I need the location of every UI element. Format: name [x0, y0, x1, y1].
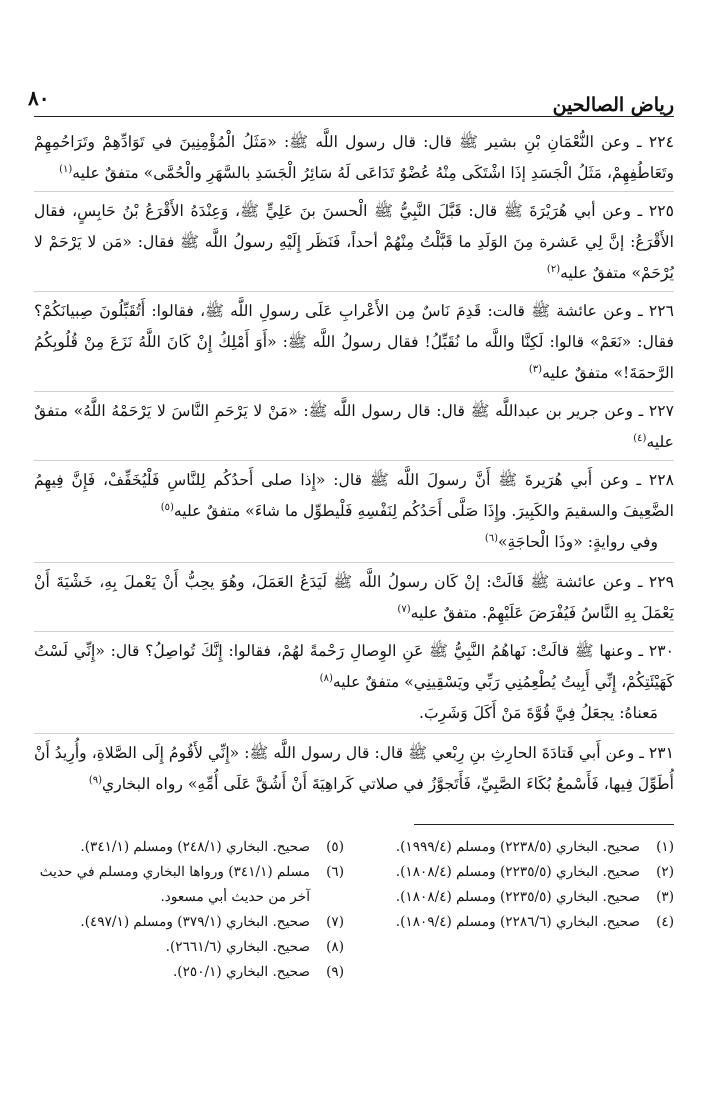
- footnote-ref: (٣): [528, 363, 543, 375]
- footnote-item: [364, 860, 674, 885]
- footnote-number: (١): [656, 839, 674, 855]
- footnote-text: صحيح. البخاري (٢٥٠/١).: [172, 964, 310, 980]
- hadith-paragraph: [34, 396, 674, 458]
- footnote-ref: (٧): [397, 603, 411, 615]
- footnote-ref: (٦): [484, 532, 498, 544]
- hadith-text: ٢٣٠ ـ وعنها ﷺ قالَتْ: نَهاهُمُ النَّبِيُّ ﷺ عَنِ الوِصالِ رَحْمةً لهُمْ، فقالوا: إِنَّكَ تُواصِلُ؟ قال: «إِنِّي لَسْتُ كَهَيْئَتِكُمْ، إِنِّي أَبِيتُ يُطْعِمُنِي رَبِّي ويَسْقِينِي» متفقٌ عليه: [34, 642, 674, 691]
- hadith-block: [34, 296, 674, 392]
- footnote-ref: (١): [59, 163, 73, 175]
- hadith-note: [34, 527, 674, 558]
- footnote-item: [364, 885, 674, 910]
- page-header: [28, 86, 674, 117]
- hadith-block: [34, 127, 674, 192]
- footnote-ref: (٥): [160, 501, 174, 513]
- hadith-block: [34, 567, 674, 632]
- hadith-text: ٢٢٩ ـ وعن عائشة ﷺ قَالَتْ: إنْ كَان رسولُ اللَّه ﷺ لَيَدَعُ العَمَلَ، وهُوَ يحِبُّ أَنْ يَعْملَ بِهِ، خَشْيَةَ أَنْ يَعْمَلَ بِهِ النَّاسُ فَيُفْرَضَ عَلَيْهِمْ. متفقٌ عليه: [34, 573, 674, 622]
- hadith-text: ٢٢٧ ـ وعن جرير بن عبداللَّه ﷺ قال: قال رسول اللَّه ﷺ: «مَنْ لا يَرْحَمِ النَّاسَ لا يَرْحَمْهُ اللَّهُ» متفقٌ عليه: [34, 402, 674, 451]
- note-text: وفي روايةٍ: «وذَا الْحاجَةِ»: [498, 533, 658, 551]
- page-number: ٨٠: [28, 86, 50, 110]
- hadith-text: ٢٢٨ ـ وعن أَبي هُرَيرةَ ﷺ أَنَّ رسولَ اللَّه ﷺ قال: «إِذا صلى أَحدُكُم لِلنَّاسِ فَلْيُخَفِّفْ، فَإِنَّ فِيهِمُ الضَّعِيفَ والسقيمَ والكَبِيرَ. وإِذَا صَلَّى أَحَدُكُم لِنَفْسِهِ فَلْيطوِّل ما شاءَ» متفقٌ عليه: [34, 471, 674, 520]
- footnote-number: (٢): [656, 864, 674, 880]
- footnote-ref: (٤): [633, 432, 647, 444]
- footnote-item: [34, 935, 344, 960]
- hadith-text: ٢٣١ ـ وعن أَبي قَتادَةَ الحارِثِ بنِ رِبْعي ﷺ قال: قال رسول اللَّه ﷺ: «إِنِّي لأَقُومُ إِلَى الصَّلاةِ، وأُرِيدُ أَنْ أُطَوِّلَ فِيها، فَأَسْمعُ بُكَاءَ الصَّبِيِّ، فَأَتَجوَّزُ في صلاتي كَراهِيَةَ أَنْ أَشُقَّ عَلَى أُمِّهِ» رواه البخاري: [34, 744, 674, 793]
- footnotes: [34, 835, 674, 985]
- footnote-text: صحيح. البخاري (٣٧٩/١) ومسلم (٤٩٧/١).: [80, 914, 310, 930]
- footnote-number: (٦): [326, 864, 344, 880]
- hadith-block: [34, 465, 674, 563]
- footnotes-right-column: [364, 835, 674, 985]
- hadith-text: ٢٢٤ ـ وعن النُّعْمَانِ بْنِ بشير ﷺ قال: قال رسول اللَّه ﷺ: «مَثَلُ الْمُؤْمِنِينَ في تَوَادِّهِمْ وتَرَاحُمِهِمْ وتَعَاطُفِهِمْ، مَثَلُ الْجَسَدِ إذَا اشْتَكَى مِنْهُ عُضْوٌ تَدَاعَى لَهُ سَائِرُ الْجَسَدِ بالسَّهَرِ والْحُمَّى» متفقٌ عليه: [34, 133, 674, 182]
- footnote-number: (٥): [326, 839, 344, 855]
- footnote-item: [34, 960, 344, 985]
- hadith-paragraph: [34, 127, 674, 189]
- hadith-text: ٢٢٥ ـ وعن أبي هُرَيْرَةَ ﷺ قال: قَبَّلَ النَّبِيُّ ﷺ الْحسنَ بنَ عَلِيٍّ ﷺ، وَعِنْدَهُ الأَقْرَعُ بْنُ حَابِسٍ، فقال الأَقْرَعُ: إنَّ لِي عَشرة مِنَ الوَلَدِ ما قَبَّلْتُ مِنْهُمْ أحداً، فَنَظَر إِلَيْهِ رسولُ اللَّه ﷺ فقال: «مَن لا يَرْحَمْ لا يُرْحَمْ» متفقٌ عليه: [34, 202, 674, 282]
- footnote-item: [34, 835, 344, 860]
- footnote-text: صحيح. البخاري (٢٢٨٦/٦) ومسلم (١٨٠٩/٤).: [395, 914, 640, 930]
- footnote-item: [34, 910, 344, 935]
- footnote-number: (٣): [656, 889, 674, 905]
- footnotes-left-column: [34, 835, 344, 985]
- footnote-separator: [414, 824, 674, 825]
- footnote-text: صحيح. البخاري (٢٢٣٥/٥) ومسلم (١٨٠٨/٤).: [395, 889, 640, 905]
- footnote-item: [34, 860, 344, 910]
- footnote-ref: (٢): [546, 263, 561, 275]
- hadith-block: [34, 396, 674, 461]
- footnote-item: [364, 910, 674, 935]
- hadith-paragraph: [34, 465, 674, 527]
- hadith-paragraph: [34, 196, 674, 289]
- footnote-number: (٨): [326, 939, 344, 955]
- footnote-item: [364, 835, 674, 860]
- book-page: [28, 86, 674, 985]
- footnote-text: صحيح. البخاري (٢٦٦١/٦).: [165, 939, 310, 955]
- footnote-ref: (٩): [88, 774, 103, 786]
- footnote-text: صحيح. البخاري (٢٤٨/١) ومسلم (٣٤١/١).: [80, 839, 310, 855]
- hadith-block: [34, 196, 674, 292]
- hadith-block: [34, 636, 674, 734]
- footnote-text: مسلم (٣٤١/١) ورواها البخاري ومسلم في حديث آخر من حديث أبي مسعود.: [39, 864, 310, 905]
- footnote-ref: (٨): [319, 672, 333, 684]
- hadith-block: [34, 738, 674, 802]
- hadith-paragraph: [34, 636, 674, 698]
- hadith-text: ٢٢٦ ـ وعن عائشة ﷺ قالت: قَدِمَ نَاسٌ مِن الأَعْرابِ عَلَى رسولِ اللَّه ﷺ، فقالوا: أَتُقَبِّلُونَ صِبيانَكُمْ؟ فقال: «نَعَمْ» قالوا: لَكِنَّا واللَّه ما نُقَبِّلُ! فقال رسولُ اللَّه ﷺ: «أَوَ أَمْلِكُ إِنْ كَانَ اللَّهُ نَزَعَ مِنْ قُلُوبِكُمُ الرَّحمَةَ!» متفقٌ عليه: [34, 302, 674, 382]
- footnote-number: (٧): [326, 914, 344, 930]
- note-text: مَعناهُ: يجعَلُ فِيَّ قُوَّةَ مَنْ أَكَلَ وَشَرِبَ.: [419, 704, 658, 722]
- book-title: رياض الصالحين: [552, 94, 674, 116]
- footnote-number: (٩): [326, 964, 344, 980]
- footnote-text: صحيح. البخاري (٢٢٣٨/٥) ومسلم (١٩٩٩/٤).: [395, 839, 640, 855]
- hadith-list: [34, 127, 674, 802]
- footnote-text: صحيح. البخاري (٢٢٣٥/٥) ومسلم (١٨٠٨/٤).: [395, 864, 640, 880]
- hadith-paragraph: [34, 738, 674, 800]
- hadith-paragraph: [34, 567, 674, 629]
- footnote-number: (٤): [656, 914, 674, 930]
- hadith-paragraph: [34, 296, 674, 389]
- hadith-note: [34, 698, 674, 729]
